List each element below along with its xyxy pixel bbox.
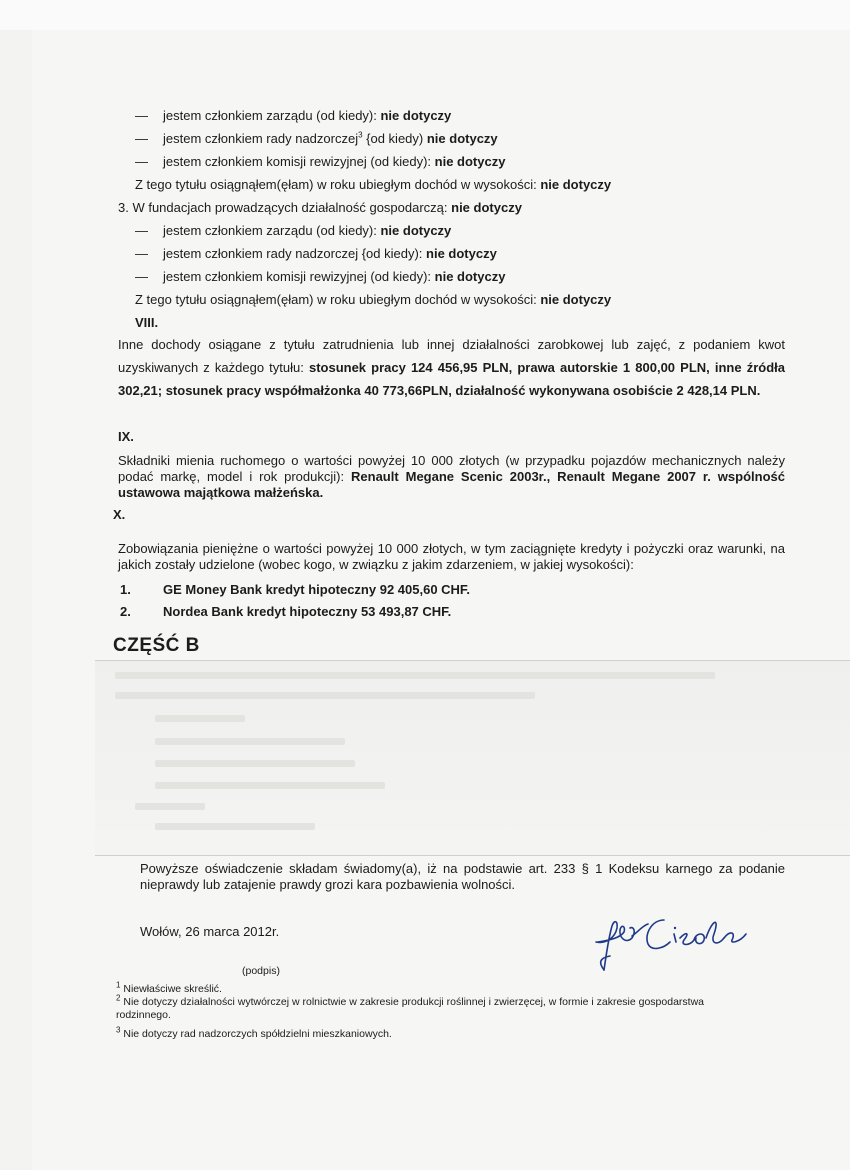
list-item: jestem członkiem rady nadzorczej$^3$ {od kiedy) nie dotyczy [163, 130, 498, 146]
signature-image [590, 912, 780, 974]
list-item: jestem członkiem komisji rewizyjnej (od kiedy): nie dotyczy [163, 154, 506, 169]
fold-line [95, 660, 850, 661]
declaration: Powyższe oświadczenie składam świadomy(a), iż na podstawie art. 233 § 1 Kodeksu karnego za podanie nieprawdy lub zatajenie prawdy grozi kara pozbawienia wolności. [140, 861, 785, 892]
list-item: jestem członkiem rady nadzorczej {od kiedy): nie dotyczy [163, 246, 497, 261]
list-item: jestem członkiem zarządu (od kiedy): nie dotyczy [163, 223, 452, 238]
signature-label: (podpis) [242, 965, 280, 977]
scan-border [0, 0, 850, 30]
section-ix-text: Składniki mienia ruchomego o wartości powyżej 10 000 złotych (w przypadku pojazdów mechanicznych należy podać markę, model i rok produkcji): Renault Megane Scenic 2003r., Renault Megane 2007 r. wspólność ustawowa majątkowa małżeńska. [118, 453, 785, 500]
dash: — [135, 223, 148, 238]
loan-item: GE Money Bank kredyt hipoteczny 92 405,60 CHF. [163, 582, 471, 597]
section-x-text: Zobowiązania pieniężne o wartości powyżej 10 000 złotych, w tym zaciągnięte kredyty i pożyczki oraz warunki, na jakich zostały udzielone (wobec kogo, w związku z jakim zdarzeniem, w jakiej wysokości): [118, 541, 785, 572]
section-heading: IX. [118, 429, 134, 444]
dash: — [135, 131, 148, 146]
faded-text-area [95, 660, 850, 855]
dash: — [135, 108, 148, 123]
section-heading: VIII. [135, 315, 159, 330]
dash: — [135, 246, 148, 261]
dash: — [135, 154, 148, 169]
section-heading: X. [113, 507, 126, 522]
dash: — [135, 269, 148, 284]
list-number: 1. [120, 582, 131, 597]
footnote: $^3$ Nie dotyczy rad nadzorczych spółdzielni mieszkaniowych. [116, 1025, 392, 1040]
list-item: jestem członkiem zarządu (od kiedy): nie dotyczy [163, 108, 452, 123]
list-item: jestem członkiem komisji rewizyjnej (od kiedy): nie dotyczy [163, 269, 506, 284]
footnote: $^2$ Nie dotyczy działalności wytwórczej w rolnictwie w zakresie produkcji roślinnej i zwierzęcej, w formie i zakresie gospodarstwa rodzinnego. [116, 993, 704, 1021]
loan-item: Nordea Bank kredyt hipoteczny 53 493,87 CHF. [163, 604, 452, 619]
income-line: Z tego tytułu osiągnąłem(ęłam) w roku ubiegłym dochód w wysokości: nie dotyczy [135, 177, 612, 192]
place-date: Wołów, 26 marca 2012r. [140, 924, 280, 939]
fold-line [95, 855, 850, 856]
part-b-title: CZĘŚĆ B [113, 635, 200, 656]
footnote: $^1$ Niewłaściwe skreślić. [116, 980, 222, 995]
point-3: 3. W fundacjach prowadzących działalność gospodarczą: nie dotyczy [118, 200, 522, 215]
section-viii-text: Inne dochody osiągane z tytułu zatrudnienia lub innej działalności zarobkowej lub zajęć, z podaniem kwot uzyskiwanych z każdego tytułu: stosunek pracy 124 456,95 PLN, prawa autorskie 1 800,00 PLN, inne źródła 302,21; stosunek pracy współmałżonka 40 773,66PLN, działalność wykonywana osobiście 2 428,14 PLN. [118, 337, 785, 398]
income-line: Z tego tytułu osiągnąłem(ęłam) w roku ubiegłym dochód w wysokości: nie dotyczy [135, 292, 612, 307]
list-number: 2. [120, 604, 131, 619]
